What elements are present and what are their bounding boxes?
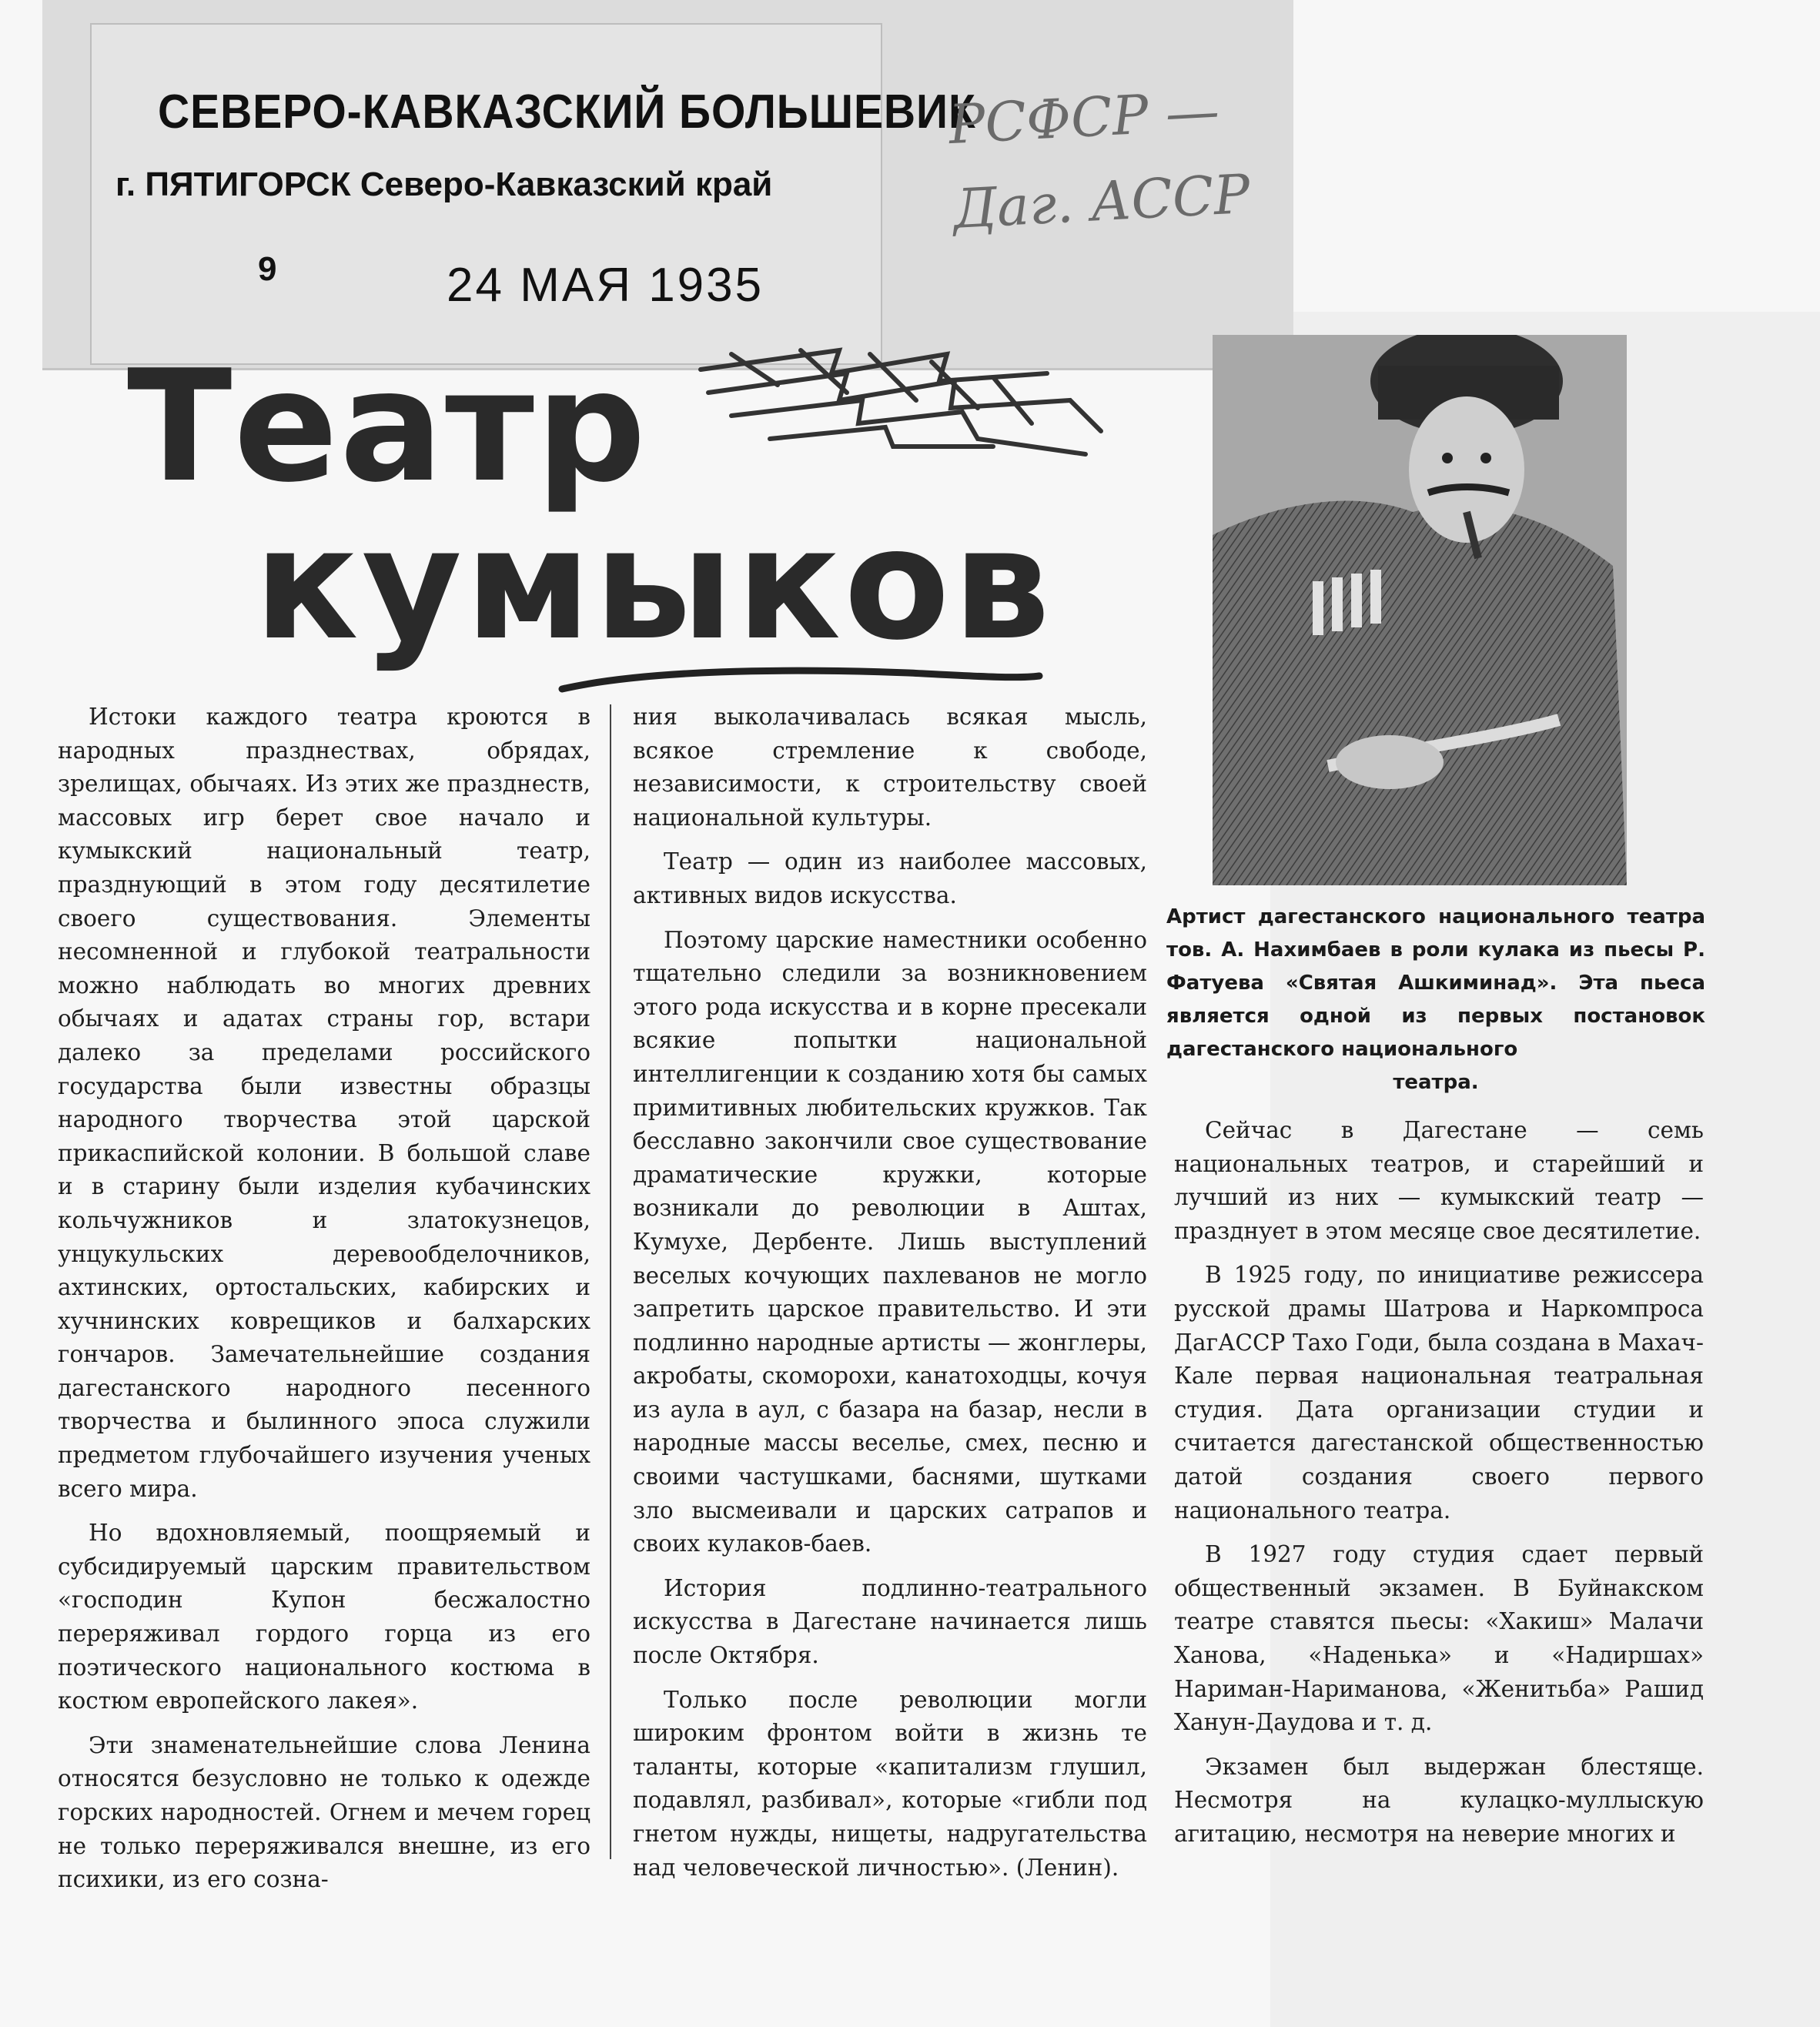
- actor-portrait-image: [1213, 335, 1627, 885]
- article-column-3: [1174, 1114, 1704, 1851]
- paragraph: Экзамен был выдержан блестяще. Несмотря на кулацко-муллыскую агитацию, несмотря на неверие многих и: [1174, 1753, 1704, 1847]
- paragraph: Сейчас в Дагестане — семь национальных театров, и старейший и лучший из них — кумыкский театр — празднует в этом месяце свое десятилетие.: [1174, 1117, 1704, 1244]
- paragraph: История подлинно-театрального искусства в Дагестане начинается лишь после Октября.: [633, 1574, 1147, 1669]
- photo-caption: [1166, 901, 1705, 1099]
- paragraph: Театр — один из наиболее массовых, активных видов искусства.: [633, 848, 1147, 908]
- actor-photo: [1213, 335, 1627, 885]
- headline-line-2: кумыков: [254, 495, 1054, 674]
- article-column-2: [633, 701, 1147, 1885]
- handwritten-note: РСФСР — Даг. АССР: [947, 79, 1252, 241]
- headline-ornament: [685, 339, 1116, 470]
- article-column-1: [58, 701, 590, 1897]
- issue-number: 9: [258, 250, 277, 288]
- paragraph: В 1927 году студия сдает первый общественный экзамен. В Буйнакском театре ставятся пьесы: «Хакиш» Малачи Ханова, «Наденька» и «Надиршах» Нариман-Нариманова, «Женитьба» Рашид Ханун-Даудова и т. д.: [1174, 1541, 1704, 1736]
- photo-caption-end: театра.: [1393, 1071, 1479, 1094]
- newspaper-title: СЕВЕРО-КАВКАЗСКИЙ БОЛЬШЕВИК: [158, 85, 976, 139]
- paragraph: Но вдохновляемый, поощряемый и субсидируемый царским правительством «господин Купон бесжалостно переряживал гордого горца из его поэтического национального костюма в костюм европейского лакея».: [58, 1520, 590, 1714]
- paragraph: Истоки каждого театра кроются в народных празднествах, обрядах, зрелищах, обычаях. Из этих же празднеств, массовых игр берет свое начало и кумыкский национальный театр, празднующий в этом году десятилетие своего существования. Элементы несомненной и глубокой театральности можно наблюдать во многих древних обычаях и адатах страны гор, встари далеко за пределами российского государства были известны образцы народного творчества этой царской прикаспийской колонии. В большой славе и в старину были изделия кубачинских кольчужников и златокузнецов, унцукульских деревообделочников, ахтинских, ортостальских, кабирских и хучнинских коврещиков и балхарских гончаров. Замечательнейшие создания дагестанского народного песенного творчества и былинного эпоса служили предметом глубочайшего изучения ученых всего мира.: [58, 704, 590, 1502]
- headline-line-1: Театр: [127, 337, 648, 517]
- headline-underline: [554, 662, 1047, 701]
- paragraph: Эти знаменательнейшие слова Ленина относятся безусловно не только к одежде горских народностей. Огнем и мечем горец не только переряживался внешне, из его психики, из его созна-: [58, 1731, 590, 1893]
- paragraph: Только после революции могли широким фронтом войти в жизнь те таланты, которые «капитализм глушил, подавлял, разбивал», которые «гибли под гнетом нужды, нищеты, надругательства над человеческой личностью». (Ленин).: [633, 1686, 1147, 1881]
- paragraph: В 1925 году, по инициативе режиссера русской драмы Шатрова и Наркомпроса ДагАССР Тахо Годи, была создана в Махач-Кале первая национальная театральная студия. Дата организации студии и считается дагестанской общественностью датой создания своего первого национального театра.: [1174, 1262, 1704, 1524]
- photo-caption-text: Артист дагестанского национального театра тов. А. Нахимбаев в роли кулака из пьесы Р. Фатуева «Святая Ашкиминад». Эта пьеса является одной из первых постановок дагестанского национального: [1166, 905, 1705, 1061]
- issue-date: 24 МАЯ 1935: [447, 259, 764, 312]
- column-divider: [610, 704, 611, 1859]
- paragraph: ния выколачивалась всякая мысль, всякое стремление к свободе, независимости, к строительству своей национальной культуры.: [633, 704, 1147, 831]
- newspaper-location: г. ПЯТИГОРСК Северо-Кавказский край: [115, 166, 773, 203]
- paragraph: Поэтому царские наместники особенно тщательно следили за возникновением этого рода искусства и в корне пресекали всякие попытки национальной интеллигенции к созданию хотя бы самых примитивных любительских кружков. Так бесславно закончили свое существование драматические кружки, которые возникали до революции в Аштах, Кумухе, Дербенте. Лишь выступлений веселых кочующих пахлеванов не могло запретить царское правительство. И эти подлинно народные артисты — жонглеры, акробаты, скоморохи, канатоходцы, кочуя из аула в аул, с базара на базар, несли в народные массы веселье, смех, песню и своими частушками, баснями, шутками зло высмеивали и царских сатрапов и своих кулаков-баев.: [633, 926, 1147, 1557]
